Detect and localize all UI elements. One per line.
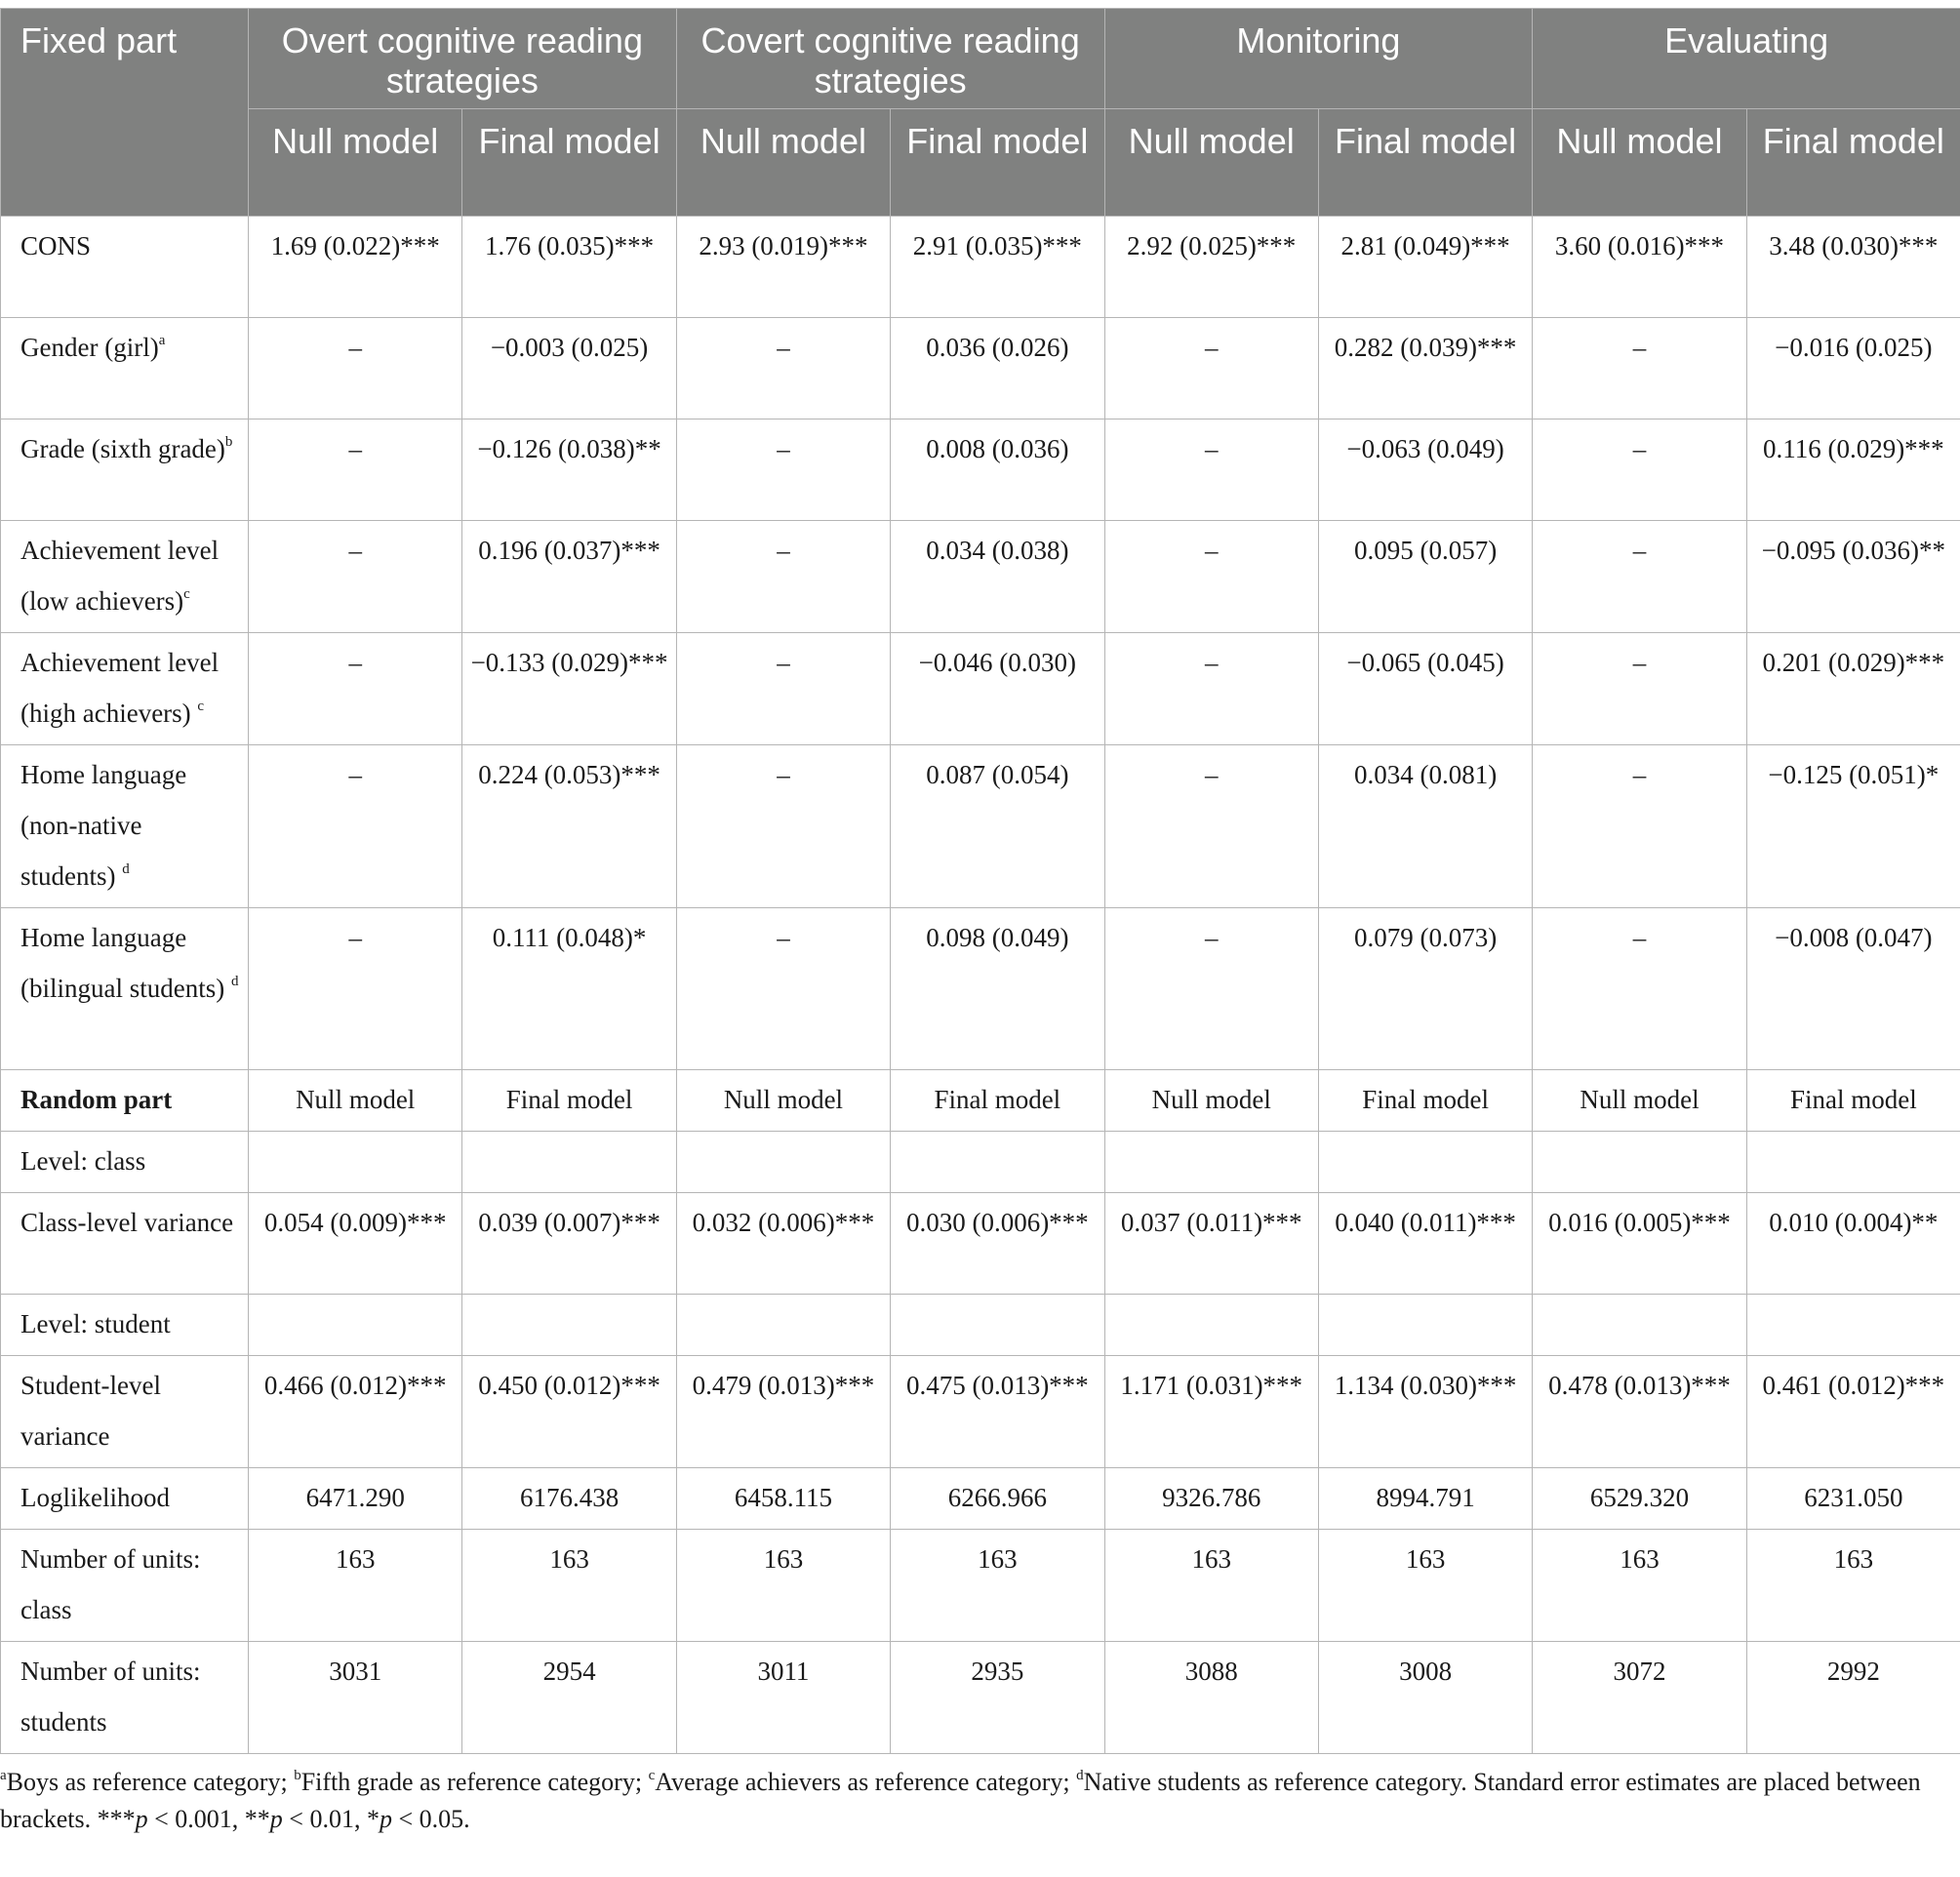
fixed-row xyxy=(1,217,1960,318)
table-cell: 3.48 (0.030)*** xyxy=(1746,217,1960,318)
table-cell: 1.171 (0.031)*** xyxy=(1104,1356,1318,1468)
table-cell: 0.034 (0.081) xyxy=(1318,745,1532,908)
random-row xyxy=(1,1468,1960,1530)
table-cell: – xyxy=(1533,745,1746,908)
row-label-footnote-mark: d xyxy=(122,861,130,877)
table-cell: 8994.791 xyxy=(1318,1468,1532,1530)
row-label-footnote-mark: b xyxy=(224,434,233,450)
table-cell: 9326.786 xyxy=(1104,1468,1318,1530)
table-cell: 0.016 (0.005)*** xyxy=(1533,1193,1746,1295)
table-cell xyxy=(1533,1132,1746,1193)
table-cell: 0.039 (0.007)*** xyxy=(462,1193,676,1295)
table-cell: −0.046 (0.030) xyxy=(891,633,1104,745)
table-cell: 3088 xyxy=(1104,1642,1318,1754)
row-label-footnote-mark: d xyxy=(230,974,239,989)
table-cell: 163 xyxy=(1104,1530,1318,1642)
header-row-models xyxy=(1,109,1960,217)
header-null-model: Null model xyxy=(249,109,462,217)
table-cell: – xyxy=(1104,908,1318,1070)
table-cell: −0.133 (0.029)*** xyxy=(462,633,676,745)
table-cell: 2.91 (0.035)*** xyxy=(891,217,1104,318)
footnote-sup-a: a xyxy=(0,1768,7,1783)
footnote-a: Boys as reference category; xyxy=(6,1768,295,1796)
footnote-d: Native students as reference category. Standard error estimates are placed between brackets. *** xyxy=(0,1768,1921,1833)
table-cell: – xyxy=(1533,908,1746,1070)
table-cell: – xyxy=(1104,521,1318,633)
footnote-sup-c: c xyxy=(648,1768,656,1783)
results-table xyxy=(0,8,1960,1754)
table-cell: – xyxy=(249,745,462,908)
table-cell: Null model xyxy=(1104,1070,1318,1132)
row-label-text: Loglikelihood xyxy=(20,1483,170,1512)
table-cell: −0.065 (0.045) xyxy=(1318,633,1532,745)
table-cell: 3011 xyxy=(676,1642,890,1754)
header-null-model: Null model xyxy=(1104,109,1318,217)
footnote-b: Fifth grade as reference category; xyxy=(300,1768,649,1796)
table-cell: 1.134 (0.030)*** xyxy=(1318,1356,1532,1468)
row-label xyxy=(1,1070,249,1132)
results-table-figure xyxy=(0,8,1960,1838)
header-row-groups xyxy=(1,9,1960,109)
table-cell: 163 xyxy=(249,1530,462,1642)
fixed-row xyxy=(1,745,1960,908)
row-label xyxy=(1,217,249,318)
table-cell: – xyxy=(676,908,890,1070)
header-final-model: Final model xyxy=(462,109,676,217)
table-cell: – xyxy=(1533,419,1746,521)
table-cell: – xyxy=(1533,318,1746,419)
footnote-sup-b: b xyxy=(294,1768,301,1783)
header-final-model: Final model xyxy=(1746,109,1960,217)
table-cell xyxy=(1533,1295,1746,1356)
row-label-text: Home language (non-native students) xyxy=(20,760,187,891)
row-label-text: CONS xyxy=(20,231,92,260)
footnote-s1: < 0.001, ** xyxy=(147,1805,270,1833)
table-cell: 0.479 (0.013)*** xyxy=(676,1356,890,1468)
row-label xyxy=(1,1530,249,1642)
table-cell: 2954 xyxy=(462,1642,676,1754)
table-cell: 1.76 (0.035)*** xyxy=(462,217,676,318)
table-cell: 0.461 (0.012)*** xyxy=(1746,1356,1960,1468)
row-label-text: Number of units: students xyxy=(20,1657,201,1737)
table-cell: 163 xyxy=(676,1530,890,1642)
row-label xyxy=(1,1468,249,1530)
random-row xyxy=(1,1132,1960,1193)
table-cell: 0.111 (0.048)* xyxy=(462,908,676,1070)
row-label xyxy=(1,633,249,745)
table-cell: 0.010 (0.004)** xyxy=(1746,1193,1960,1295)
row-label-text: Grade (sixth grade) xyxy=(20,434,225,463)
table-cell: 0.282 (0.039)*** xyxy=(1318,318,1532,419)
table-cell: 163 xyxy=(1533,1530,1746,1642)
table-cell: −0.095 (0.036)** xyxy=(1746,521,1960,633)
table-cell: 0.030 (0.006)*** xyxy=(891,1193,1104,1295)
row-label xyxy=(1,1295,249,1356)
table-cell xyxy=(891,1295,1104,1356)
table-cell: −0.126 (0.038)** xyxy=(462,419,676,521)
table-cell: 163 xyxy=(1746,1530,1960,1642)
table-cell: 1.69 (0.022)*** xyxy=(249,217,462,318)
table-cell xyxy=(676,1132,890,1193)
row-label-footnote-mark: c xyxy=(183,586,190,602)
random-row xyxy=(1,1295,1960,1356)
table-cell: – xyxy=(1104,419,1318,521)
table-cell: −0.008 (0.047) xyxy=(1746,908,1960,1070)
table-cell: 2.81 (0.049)*** xyxy=(1318,217,1532,318)
header-group-monitoring: Monitoring xyxy=(1104,9,1533,109)
table-footnote xyxy=(0,1754,1951,1838)
row-label-footnote-mark: c xyxy=(197,699,205,714)
table-cell: Final model xyxy=(462,1070,676,1132)
row-label-text: Class-level variance xyxy=(20,1208,234,1237)
table-cell: 2935 xyxy=(891,1642,1104,1754)
header-group-overt: Overt cognitive reading strategies xyxy=(249,9,677,109)
table-cell: 0.008 (0.036) xyxy=(891,419,1104,521)
table-cell: – xyxy=(249,318,462,419)
table-cell: – xyxy=(249,908,462,1070)
footnote-p: p xyxy=(269,1805,283,1833)
table-cell: 2.93 (0.019)*** xyxy=(676,217,890,318)
row-label xyxy=(1,1356,249,1468)
table-cell: 0.037 (0.011)*** xyxy=(1104,1193,1318,1295)
table-cell: 6458.115 xyxy=(676,1468,890,1530)
header-final-model: Final model xyxy=(891,109,1104,217)
table-cell: 0.478 (0.013)*** xyxy=(1533,1356,1746,1468)
table-cell: 0.087 (0.054) xyxy=(891,745,1104,908)
table-cell: 0.116 (0.029)*** xyxy=(1746,419,1960,521)
table-cell: – xyxy=(676,745,890,908)
table-cell: 6266.966 xyxy=(891,1468,1104,1530)
table-cell: −0.125 (0.051)* xyxy=(1746,745,1960,908)
table-cell: 0.196 (0.037)*** xyxy=(462,521,676,633)
table-cell: – xyxy=(676,419,890,521)
table-cell: 0.466 (0.012)*** xyxy=(249,1356,462,1468)
random-part-header-row xyxy=(1,1070,1960,1132)
table-cell xyxy=(1318,1132,1532,1193)
table-cell: 0.079 (0.073) xyxy=(1318,908,1532,1070)
random-row xyxy=(1,1193,1960,1295)
table-cell: 3031 xyxy=(249,1642,462,1754)
row-label xyxy=(1,419,249,521)
row-label-text: Random part xyxy=(20,1085,173,1114)
footnote-p: p xyxy=(379,1805,392,1833)
table-cell: – xyxy=(1533,521,1746,633)
table-cell: Final model xyxy=(891,1070,1104,1132)
table-cell: 163 xyxy=(1318,1530,1532,1642)
table-cell: −0.003 (0.025) xyxy=(462,318,676,419)
table-cell: – xyxy=(676,318,890,419)
random-row xyxy=(1,1642,1960,1754)
table-cell xyxy=(1318,1295,1532,1356)
fixed-row xyxy=(1,908,1960,1070)
table-cell xyxy=(1746,1132,1960,1193)
table-cell: 0.201 (0.029)*** xyxy=(1746,633,1960,745)
table-cell xyxy=(462,1132,676,1193)
table-cell: Null model xyxy=(1533,1070,1746,1132)
table-cell xyxy=(249,1132,462,1193)
row-label-text: Home language (bilingual students) xyxy=(20,923,231,1003)
table-cell: 0.475 (0.013)*** xyxy=(891,1356,1104,1468)
table-cell: 6176.438 xyxy=(462,1468,676,1530)
table-cell: −0.016 (0.025) xyxy=(1746,318,1960,419)
table-cell: 0.095 (0.057) xyxy=(1318,521,1532,633)
table-cell: 0.098 (0.049) xyxy=(891,908,1104,1070)
row-label-text: Achievement level (high achievers) xyxy=(20,648,220,728)
table-cell: 2992 xyxy=(1746,1642,1960,1754)
row-label xyxy=(1,1642,249,1754)
table-cell: Final model xyxy=(1746,1070,1960,1132)
table-cell: 0.036 (0.026) xyxy=(891,318,1104,419)
table-cell: 6471.290 xyxy=(249,1468,462,1530)
table-cell: Final model xyxy=(1318,1070,1532,1132)
table-cell: 0.450 (0.012)*** xyxy=(462,1356,676,1468)
table-cell: Null model xyxy=(676,1070,890,1132)
row-label-text: Number of units: class xyxy=(20,1544,201,1624)
table-cell xyxy=(1104,1132,1318,1193)
fixed-row xyxy=(1,318,1960,419)
row-label-text: Level: student xyxy=(20,1309,171,1338)
header-fixed-part: Fixed part xyxy=(1,9,249,217)
header-null-model: Null model xyxy=(676,109,890,217)
table-cell: – xyxy=(1104,745,1318,908)
table-cell xyxy=(249,1295,462,1356)
row-label xyxy=(1,745,249,908)
row-label-text: Gender (girl) xyxy=(20,333,159,362)
header-group-evaluating: Evaluating xyxy=(1533,9,1960,109)
footnote-s2: < 0.01, * xyxy=(282,1805,380,1833)
table-cell: – xyxy=(249,521,462,633)
table-cell xyxy=(676,1295,890,1356)
row-label-text: Level: class xyxy=(20,1146,146,1176)
table-cell: 3008 xyxy=(1318,1642,1532,1754)
table-cell: – xyxy=(676,633,890,745)
table-cell: – xyxy=(1533,633,1746,745)
table-cell: 163 xyxy=(462,1530,676,1642)
random-row xyxy=(1,1356,1960,1468)
table-cell: 163 xyxy=(891,1530,1104,1642)
fixed-row xyxy=(1,419,1960,521)
table-cell: – xyxy=(1104,318,1318,419)
row-label xyxy=(1,521,249,633)
header-group-covert: Covert cognitive reading strategies xyxy=(676,9,1104,109)
footnote-c: Average achievers as reference category; xyxy=(655,1768,1077,1796)
table-cell: 0.040 (0.011)*** xyxy=(1318,1193,1532,1295)
row-label xyxy=(1,908,249,1070)
row-label-footnote-mark: a xyxy=(158,333,166,348)
table-cell: Null model xyxy=(249,1070,462,1132)
table-cell: −0.063 (0.049) xyxy=(1318,419,1532,521)
table-cell: 0.034 (0.038) xyxy=(891,521,1104,633)
table-cell: 0.224 (0.053)*** xyxy=(462,745,676,908)
random-row xyxy=(1,1530,1960,1642)
table-cell: – xyxy=(676,521,890,633)
table-cell: 0.032 (0.006)*** xyxy=(676,1193,890,1295)
table-cell xyxy=(1104,1295,1318,1356)
row-label-text: Achievement level (low achievers) xyxy=(20,536,220,616)
table-cell xyxy=(462,1295,676,1356)
table-cell: – xyxy=(249,633,462,745)
row-label-text: Student-level variance xyxy=(20,1371,161,1451)
table-cell xyxy=(891,1132,1104,1193)
footnote-sup-d: d xyxy=(1076,1768,1084,1783)
fixed-row xyxy=(1,633,1960,745)
table-cell xyxy=(1746,1295,1960,1356)
header-null-model: Null model xyxy=(1533,109,1746,217)
footnote-p: p xyxy=(135,1805,148,1833)
row-label xyxy=(1,1193,249,1295)
row-label xyxy=(1,318,249,419)
row-label xyxy=(1,1132,249,1193)
footnote-s3: < 0.05. xyxy=(391,1805,470,1833)
header-final-model: Final model xyxy=(1318,109,1532,217)
table-cell: 6231.050 xyxy=(1746,1468,1960,1530)
table-cell: 3.60 (0.016)*** xyxy=(1533,217,1746,318)
table-cell: – xyxy=(249,419,462,521)
fixed-row xyxy=(1,521,1960,633)
table-cell: – xyxy=(1104,633,1318,745)
table-cell: 3072 xyxy=(1533,1642,1746,1754)
table-cell: 2.92 (0.025)*** xyxy=(1104,217,1318,318)
table-cell: 0.054 (0.009)*** xyxy=(249,1193,462,1295)
table-cell: 6529.320 xyxy=(1533,1468,1746,1530)
